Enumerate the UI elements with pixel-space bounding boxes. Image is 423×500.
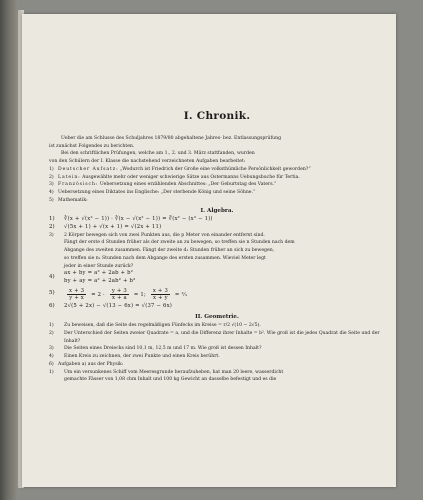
subject-text: Ausgewählte mehr oder weniger schwierige Sätze aus Ostermanns Uebungsbuche für Tertia. — [82, 174, 300, 180]
item-number: 1) — [49, 369, 54, 375]
physics-item — [49, 369, 385, 384]
subject-text: „Der sterbende König und seine Söhne.“ — [160, 189, 256, 195]
denominator: x + y — [153, 294, 168, 301]
subject-name: Deutscher Aufsatz: — [58, 166, 119, 172]
numerator: x + 3 — [152, 287, 169, 294]
written-line-2: von den Schülern der I. Klasse die nachstehend verzeichneten Aufgaben bearbeitet: — [49, 159, 246, 165]
subject-number: 3) — [49, 182, 54, 188]
written-line-1: Bei den schriftlichen Prüfungen, welche am 1., 2. und 3. März stattfanden, wurden — [61, 151, 255, 157]
subject-list — [49, 166, 385, 205]
operator: = ²⁄₃ — [174, 291, 188, 298]
subject-item — [49, 189, 385, 197]
formula-number: 4) — [49, 274, 55, 281]
item-text: Einen Kreis zu zeichnen, der zwei Punkte und einen Kreis berührt. — [64, 354, 220, 360]
intro-line-2: ist zunächst Folgendes zu berichten. — [49, 143, 135, 149]
item-number: 2) — [49, 331, 54, 337]
physics-list — [49, 369, 385, 384]
operator: = 2 · — [91, 291, 105, 298]
item-line: gemachte Fässer von 1,08 cbm Inhalt und 100 kg Gewicht an dasselbe befestigt und es die — [64, 377, 277, 383]
physics-section — [49, 361, 385, 369]
subject-text: „Wodurch ist Friedrich der Große eine volksthümliche Persönlichkeit geworden?“ — [120, 166, 311, 172]
problem-line: Abgange des zweiten zusammen. Fängt der zweite d₁ Stunden früher an sich zu bewegen, — [64, 248, 275, 254]
subject-item — [49, 181, 385, 189]
problem-line: so treffen sie n₁ Stunden nach dem Abgange des ersten zusammen. Wieviel Meter legt — [64, 255, 266, 261]
item-text: Zu beweisen, daß die Seite des regelmäßigen Fünfecks im Kreise = r/2 √(10 − 2√5). — [64, 323, 261, 329]
formula-number: 6) — [49, 302, 55, 309]
algebra-heading: I. Algebra. — [200, 208, 234, 215]
subject-text: Uebersetzung eines erzählenden Abschnittes: „Der Geburtstag des Vaters.“ — [99, 182, 277, 188]
fraction-equation — [64, 288, 187, 301]
problem-line: 2 Körper bewegen sich von zwei Punkten aus, die p Meter von einander entfernt sind. — [64, 232, 265, 238]
formula: 2√(5 + 2x) − √(13 − 6x) = √(37 − 6x) — [64, 302, 173, 309]
item-number: 4) — [49, 354, 54, 360]
formula-row — [49, 216, 385, 224]
subject-item — [49, 174, 385, 182]
formula-row — [49, 303, 385, 311]
problem-line: Fängt der erste d Stunden früher als der zweite an zu bewegen, so treffen sie n Stunden nach dem — [64, 240, 295, 246]
intro-paragraph — [49, 135, 385, 150]
book-page — [22, 14, 396, 487]
numerator: y + 3 — [111, 287, 127, 294]
word-problem — [49, 232, 385, 271]
item-number: 3) — [49, 346, 54, 352]
subject-number: 1) — [49, 166, 54, 172]
item-line: Um ein versunkenes Schiff vom Meeresgrunde heraufzuheben, hat man 20 leere, wasserdicht — [64, 369, 284, 375]
operator: = 1; — [133, 291, 146, 298]
formula-row — [49, 286, 385, 303]
numerator: x + 3 — [69, 287, 85, 294]
geometry-item — [49, 353, 385, 361]
intro-line-1: Ueber die am Schlusse des Schuljahres 1879/80 abgehaltene Jahres- bez. Entlassungsprüfung — [61, 136, 282, 141]
equation: by + ay = a² + 2ab² + b³ — [64, 277, 136, 284]
equation: ax + by = a² + 2ab + b² — [64, 270, 134, 277]
item-text: Die Seiten eines Dreiecks sind 10,1 m, 12,5 m und 17 m. Wie groß ist dessen Inhalt? — [64, 346, 262, 352]
subject-number: 2) — [49, 174, 54, 180]
item-number: 1) — [49, 323, 54, 329]
item-text: Der Unterschied der Seiten zweier Quadrate = a, und die Differenz ihrer Inhalte = b². Wie groß ist die jedes Quadrat die Seite und der Inhalt? — [64, 331, 380, 344]
problem-line: jeder in einer Stunde zurück? — [64, 263, 134, 269]
subject-name: Latein: — [58, 174, 81, 180]
formula-number: 2) — [49, 224, 55, 231]
subject-item — [49, 197, 385, 205]
denominator: x + a — [111, 294, 127, 301]
written-exams-paragraph — [49, 150, 385, 165]
formula: ∛(x + √(x² − 1)) · ∛(x − √(x² − 1)) = ∛(x² − (x² − 1)) — [64, 216, 213, 223]
physics-title: Aufgaben a) aus der Physik: — [58, 361, 124, 367]
geometry-item — [49, 345, 385, 353]
page-content — [49, 110, 385, 384]
subject-item — [49, 166, 385, 174]
subject-name: Französisch: — [58, 182, 99, 188]
subject-name: Mathematik: — [58, 197, 88, 203]
chapter-title: I. Chronik. — [183, 110, 251, 122]
geometry-item — [49, 330, 385, 345]
geometry-item — [49, 322, 385, 330]
formula-number: 1) — [49, 216, 55, 223]
formula-row — [49, 270, 385, 285]
geometry-heading: II. Geometrie. — [195, 314, 239, 321]
book-spine — [0, 0, 18, 500]
subject-name: Uebersetzung eines Diktates ins Englische: — [58, 189, 160, 195]
geometry-list — [49, 322, 385, 361]
problem-number: 3) — [49, 232, 54, 238]
formula-number: 5) — [49, 290, 55, 297]
subject-number: 4) — [49, 189, 54, 195]
formula-row — [49, 224, 385, 232]
section-number: 6) — [49, 361, 54, 367]
formula: √(5x + 1) + √(x + 1) = √(2x + 11) — [64, 224, 162, 231]
denominator: y + x — [69, 294, 84, 301]
subject-number: 5) — [49, 197, 54, 203]
